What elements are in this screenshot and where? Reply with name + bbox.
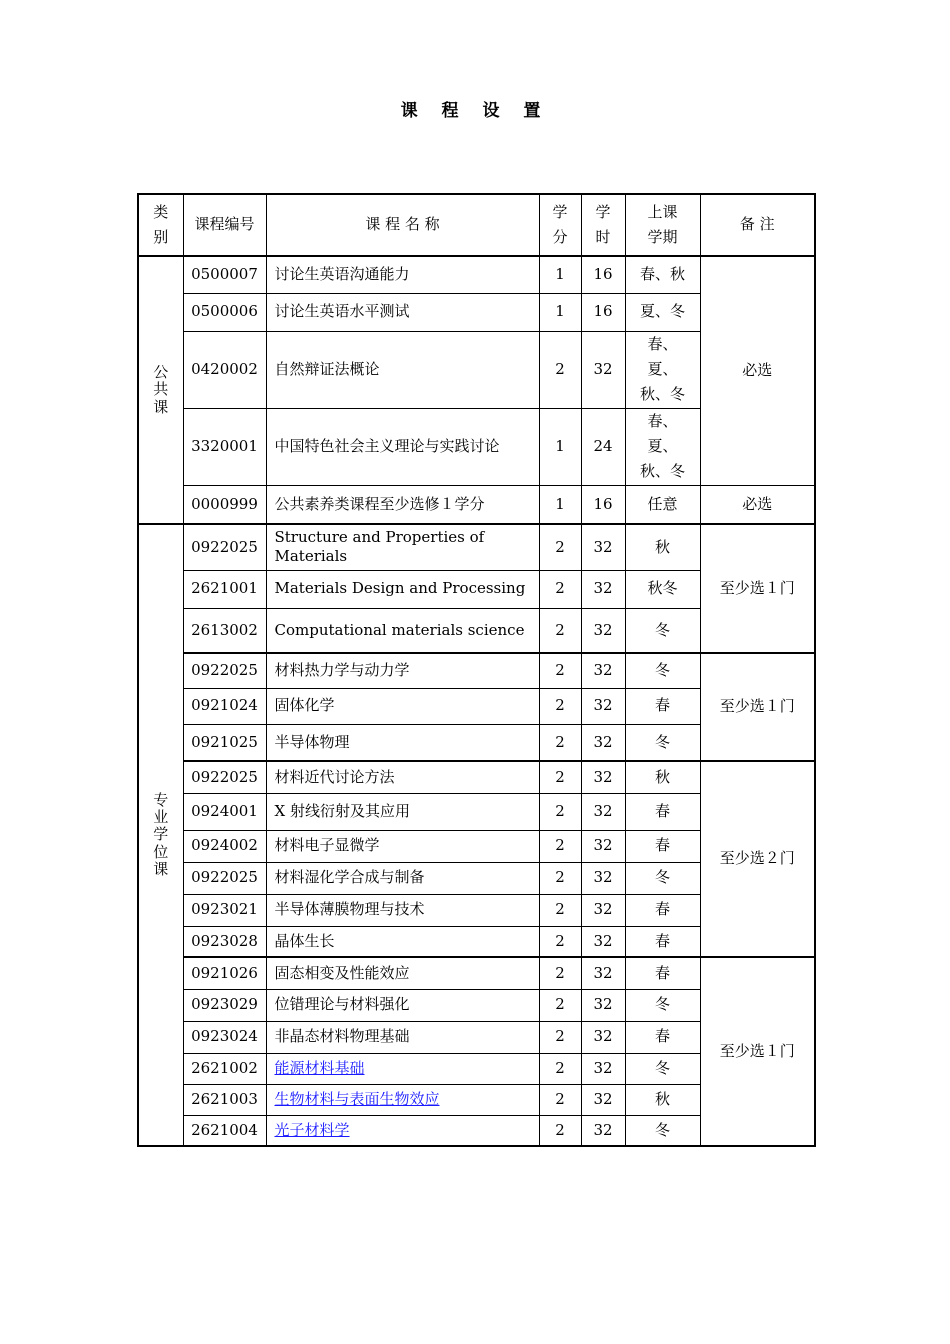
course-code: 3320001 xyxy=(183,408,266,485)
course-semester: 秋 xyxy=(625,761,700,793)
course-code: 0924001 xyxy=(183,793,266,830)
course-credit: 2 xyxy=(539,894,581,926)
course-code: 0000999 xyxy=(183,485,266,524)
course-code: 2621002 xyxy=(183,1053,266,1084)
table-row xyxy=(138,653,815,688)
course-name: 位错理论与材料强化 xyxy=(266,989,539,1021)
course-semester: 春 xyxy=(625,688,700,724)
course-semester: 春、夏、秋、冬 xyxy=(625,331,700,408)
course-code: 0921024 xyxy=(183,688,266,724)
course-semester: 春 xyxy=(625,830,700,862)
course-code: 0923021 xyxy=(183,894,266,926)
course-hours: 32 xyxy=(581,830,625,862)
course-name: 材料湿化学合成与制备 xyxy=(266,862,539,894)
course-semester: 春 xyxy=(625,926,700,957)
course-name: Materials Design and Processing xyxy=(266,570,539,608)
course-name: 材料热力学与动力学 xyxy=(266,653,539,688)
course-semester: 夏、冬 xyxy=(625,293,700,331)
course-name xyxy=(266,1053,539,1084)
course-link[interactable]: 光子材料学 xyxy=(274,1120,350,1139)
course-name: 自然辩证法概论 xyxy=(266,331,539,408)
header-semester: 上课学期 xyxy=(625,194,700,256)
course-code: 0500006 xyxy=(183,293,266,331)
course-name: 公共素养类课程至少选修１学分 xyxy=(266,485,539,524)
course-hours: 32 xyxy=(581,724,625,761)
course-name: 半导体薄膜物理与技术 xyxy=(266,894,539,926)
course-code: 0924002 xyxy=(183,830,266,862)
course-credit: 2 xyxy=(539,926,581,957)
course-credit: 2 xyxy=(539,830,581,862)
course-name: X 射线衍射及其应用 xyxy=(266,793,539,830)
course-credit: 2 xyxy=(539,793,581,830)
course-credit: 2 xyxy=(539,1084,581,1115)
table-row xyxy=(138,761,815,793)
course-hours: 32 xyxy=(581,608,625,653)
table-row xyxy=(138,957,815,989)
remark-elective: 至少选１门 xyxy=(700,524,815,653)
course-code: 0420002 xyxy=(183,331,266,408)
header-row xyxy=(138,194,815,256)
course-hours: 32 xyxy=(581,653,625,688)
header-name: 课 程 名 称 xyxy=(266,194,539,256)
course-code: 0500007 xyxy=(183,256,266,293)
course-hours: 32 xyxy=(581,331,625,408)
header-credit: 学分 xyxy=(539,194,581,256)
course-hours: 32 xyxy=(581,862,625,894)
course-name: Structure and Properties of Materials xyxy=(266,524,539,570)
course-name xyxy=(266,1084,539,1115)
course-name xyxy=(266,1115,539,1146)
course-credit: 2 xyxy=(539,570,581,608)
course-code: 0923028 xyxy=(183,926,266,957)
course-semester: 春 xyxy=(625,793,700,830)
course-code: 0922025 xyxy=(183,862,266,894)
table-row xyxy=(138,256,815,293)
course-credit: 2 xyxy=(539,1053,581,1084)
course-semester: 春 xyxy=(625,1021,700,1053)
course-hours: 32 xyxy=(581,989,625,1021)
course-hours: 32 xyxy=(581,570,625,608)
course-name: 讨论生英语水平测试 xyxy=(266,293,539,331)
remark-elective: 至少选１门 xyxy=(700,957,815,1146)
course-credit: 2 xyxy=(539,653,581,688)
course-code: 0923024 xyxy=(183,1021,266,1053)
course-code: 0921026 xyxy=(183,957,266,989)
course-semester: 春、夏、秋、冬 xyxy=(625,408,700,485)
course-link[interactable]: 能源材料基础 xyxy=(274,1058,365,1077)
course-code: 2621004 xyxy=(183,1115,266,1146)
course-code: 2621003 xyxy=(183,1084,266,1115)
course-semester: 冬 xyxy=(625,1115,700,1146)
course-hours: 32 xyxy=(581,793,625,830)
course-semester: 秋 xyxy=(625,524,700,570)
course-hours: 32 xyxy=(581,1021,625,1053)
course-name: 固体化学 xyxy=(266,688,539,724)
course-semester: 任意 xyxy=(625,485,700,524)
category-professional: 专业学位课 xyxy=(138,524,183,1146)
course-credit: 2 xyxy=(539,688,581,724)
course-name: 讨论生英语沟通能力 xyxy=(266,256,539,293)
course-code: 0923029 xyxy=(183,989,266,1021)
course-credit: 2 xyxy=(539,957,581,989)
course-name: Computational materials science xyxy=(266,608,539,653)
course-code: 0922025 xyxy=(183,653,266,688)
header-remark: 备 注 xyxy=(700,194,815,256)
course-name: 中国特色社会主义理论与实践讨论 xyxy=(266,408,539,485)
table-row xyxy=(138,524,815,570)
course-link[interactable]: 生物材料与表面生物效应 xyxy=(274,1089,440,1108)
course-name: 材料电子显微学 xyxy=(266,830,539,862)
course-code: 0922025 xyxy=(183,761,266,793)
course-hours: 16 xyxy=(581,485,625,524)
course-name: 固态相变及性能效应 xyxy=(266,957,539,989)
course-table xyxy=(137,193,816,1147)
course-code: 0922025 xyxy=(183,524,266,570)
course-credit: 1 xyxy=(539,485,581,524)
course-credit: 1 xyxy=(539,256,581,293)
course-semester: 冬 xyxy=(625,608,700,653)
course-code: 0921025 xyxy=(183,724,266,761)
course-credit: 2 xyxy=(539,1115,581,1146)
course-semester: 春、秋 xyxy=(625,256,700,293)
category-public: 公共课 xyxy=(138,256,183,524)
course-credit: 2 xyxy=(539,761,581,793)
course-credit: 2 xyxy=(539,608,581,653)
course-semester: 冬 xyxy=(625,653,700,688)
course-hours: 32 xyxy=(581,957,625,989)
course-hours: 32 xyxy=(581,761,625,793)
course-semester: 冬 xyxy=(625,724,700,761)
course-semester: 秋冬 xyxy=(625,570,700,608)
course-credit: 2 xyxy=(539,1021,581,1053)
course-credit: 1 xyxy=(539,408,581,485)
course-hours: 32 xyxy=(581,926,625,957)
course-semester: 春 xyxy=(625,894,700,926)
page-title: 课 程 设 置 xyxy=(400,101,550,121)
remark-required: 必选 xyxy=(700,256,815,485)
course-hours: 32 xyxy=(581,688,625,724)
remark-elective: 至少选１门 xyxy=(700,653,815,761)
table-row xyxy=(138,485,815,524)
course-hours: 32 xyxy=(581,894,625,926)
course-semester: 冬 xyxy=(625,1053,700,1084)
course-hours: 24 xyxy=(581,408,625,485)
course-semester: 冬 xyxy=(625,989,700,1021)
header-category: 类别 xyxy=(138,194,183,256)
course-hours: 16 xyxy=(581,256,625,293)
course-hours: 32 xyxy=(581,524,625,570)
course-credit: 2 xyxy=(539,524,581,570)
course-hours: 32 xyxy=(581,1053,625,1084)
header-code: 课程编号 xyxy=(183,194,266,256)
course-code: 2621001 xyxy=(183,570,266,608)
course-credit: 2 xyxy=(539,862,581,894)
header-hours: 学时 xyxy=(581,194,625,256)
course-semester: 春 xyxy=(625,957,700,989)
course-hours: 32 xyxy=(581,1115,625,1146)
course-hours: 32 xyxy=(581,1084,625,1115)
remark-required: 必选 xyxy=(700,485,815,524)
remark-elective: 至少选２门 xyxy=(700,761,815,957)
course-credit: 2 xyxy=(539,989,581,1021)
course-name: 非晶态材料物理基础 xyxy=(266,1021,539,1053)
course-credit: 2 xyxy=(539,331,581,408)
course-name: 晶体生长 xyxy=(266,926,539,957)
course-hours: 16 xyxy=(581,293,625,331)
course-semester: 冬 xyxy=(625,862,700,894)
course-semester: 秋 xyxy=(625,1084,700,1115)
course-name: 半导体物理 xyxy=(266,724,539,761)
course-credit: 2 xyxy=(539,724,581,761)
course-name: 材料近代讨论方法 xyxy=(266,761,539,793)
course-credit: 1 xyxy=(539,293,581,331)
course-code: 2613002 xyxy=(183,608,266,653)
